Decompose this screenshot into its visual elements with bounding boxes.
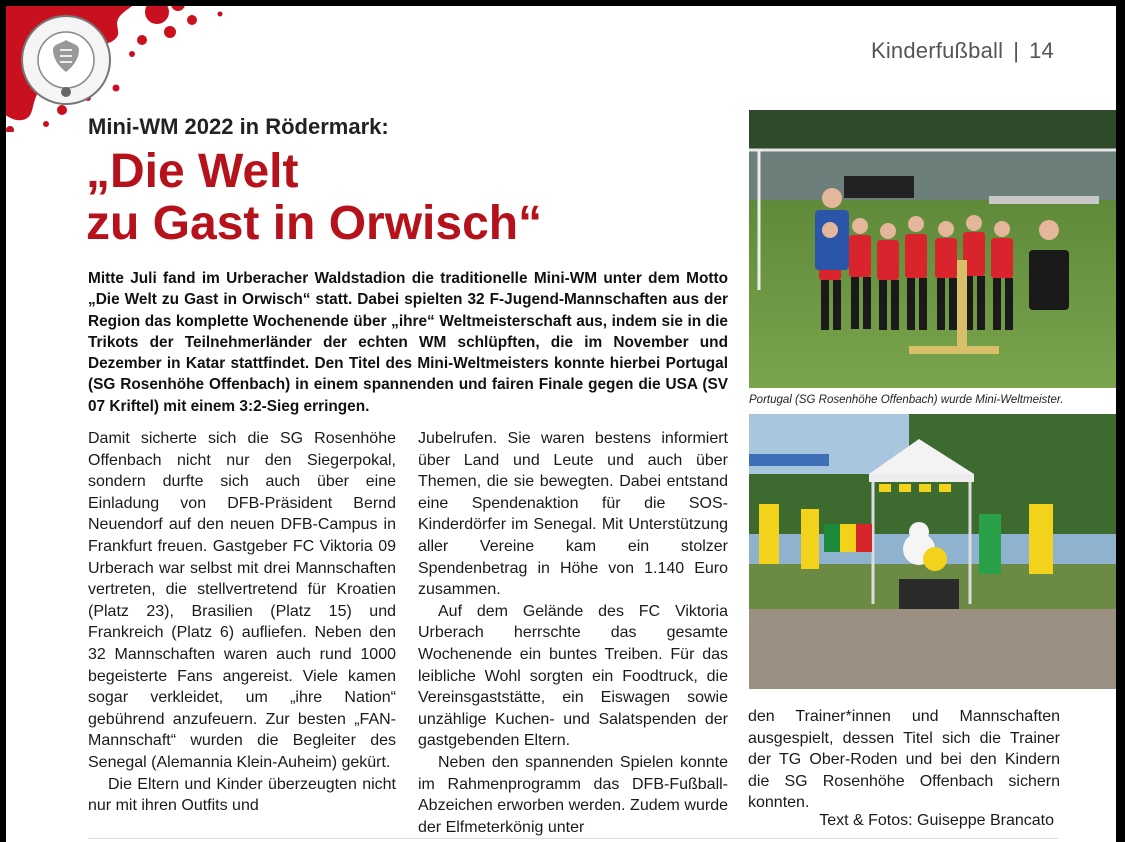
body-column-3 [748,706,1060,814]
headline-line-2: zu Gast in Orwisch“ [86,197,543,250]
photo-credit: Text & Fotos: Guiseppe Brancato [819,812,1054,829]
paragraph: Jubelrufen. Sie waren bestens informiert über Land und Leute und auch über Themen, die sie bewegten. Dabei entstand eine Spendenaktion für die SOS-Kinderdörfer im Senegal. Mit Unterstützung aller Vereine kam ein stolzer Spendenbetrag in Höhe von 1.140 Euro zusammen. [418,430,728,599]
article-lead: Mitte Juli fand im Urberacher Waldstadion die traditionelle Mini-WM unter dem Motto „Die Welt zu Gast in Orwisch“ statt. Dabei spielten 32 F-Jugend-Mannschaften aus der Region das komplette Wochenende über „ihre“ Weltmeisterschaft aus, indem sie in die Trikots der Teilnehmerländer der echten WM schlüpften, die im November und Dezember in Katar stattfindet. Den Titel des Mini-Weltmeisters konnte hierbei Portugal (SG Rosenhöhe Offenbach) in einem spannenden und fairen Finale gegen die USA (SV 07 Kriftel) mit einem 3:2-Sieg erringen. [88,270,728,415]
headline-line-1: „Die Welt [86,145,299,198]
photo-caption: Portugal (SG Rosenhöhe Offenbach) wurde Mini-Weltmeister. [749,394,1064,406]
magazine-page [6,6,1116,842]
bottom-rule [88,838,1058,839]
paragraph: Neben den spannenden Spielen konnte im Rahmenprogramm das DFB-Fußball-Abzeichen erworben werden. Zudem wurde der Elfmeterkönig unter [418,753,728,836]
fan-tent-photo [749,414,1116,689]
page-number: 14 [1029,38,1054,63]
paragraph: Damit sicherte sich die SG Rosenhöhe Offenbach nicht nur den Siegerpokal, sondern durfte sich auch über eine Einladung von DFB-Präsident Bernd Neuendorf auf den neuen DFB-Campus in Frankfurt freuen. Gastgeber FC Viktoria 09 Urberach war selbst mit drei Mannschaften vertreten, die stellvertretend für Kroatien (Platz 23), Brasilien (Platz 15) und Frankreich (Platz 6) aufliefen. Neben den 32 Mannschaften waren auch rund 1000 begeisterte Fans angereist. Viele kamen sogar verkleidet, um „ihre Nation“ gebührend anzufeuern. Zur besten „FAN-Mannschaft“ wurden die Begleiter des Senegal (Alemannia Klein-Auheim) gekürt. [88,430,396,771]
article-headline [86,146,542,250]
header-separator: | [1013,38,1020,63]
body-column-1 [88,428,396,817]
hfv-crest-logo [20,14,112,106]
team-photo [749,110,1116,388]
paragraph: Auf dem Gelände des FC Viktoria Urberach herrschte das gesamte Wochenende ein buntes Treiben. Für das leibliche Wohl sorgten ein Foodtruck, die Vereinsgaststätte, ein Eiswagen sowie unzählige Kuchen- und Salatspenden der gastgebenden Eltern. [418,602,728,750]
paragraph: den Trainer*innen und Mannschaften ausgespielt, dessen Titel sich die Trainer der TG Ober-Roden und bei den Kindern die SG Rosenhöhe Offenbach sichern konnten. [748,708,1060,812]
body-column-2 [418,428,728,838]
paragraph: Die Eltern und Kinder überzeugten nicht nur mit ihren Outfits und [88,775,396,815]
section-title: Kinderfußball [870,38,1004,63]
article-kicker: Mini-WM 2022 in Rödermark: [88,114,389,139]
page-header [871,38,1054,64]
